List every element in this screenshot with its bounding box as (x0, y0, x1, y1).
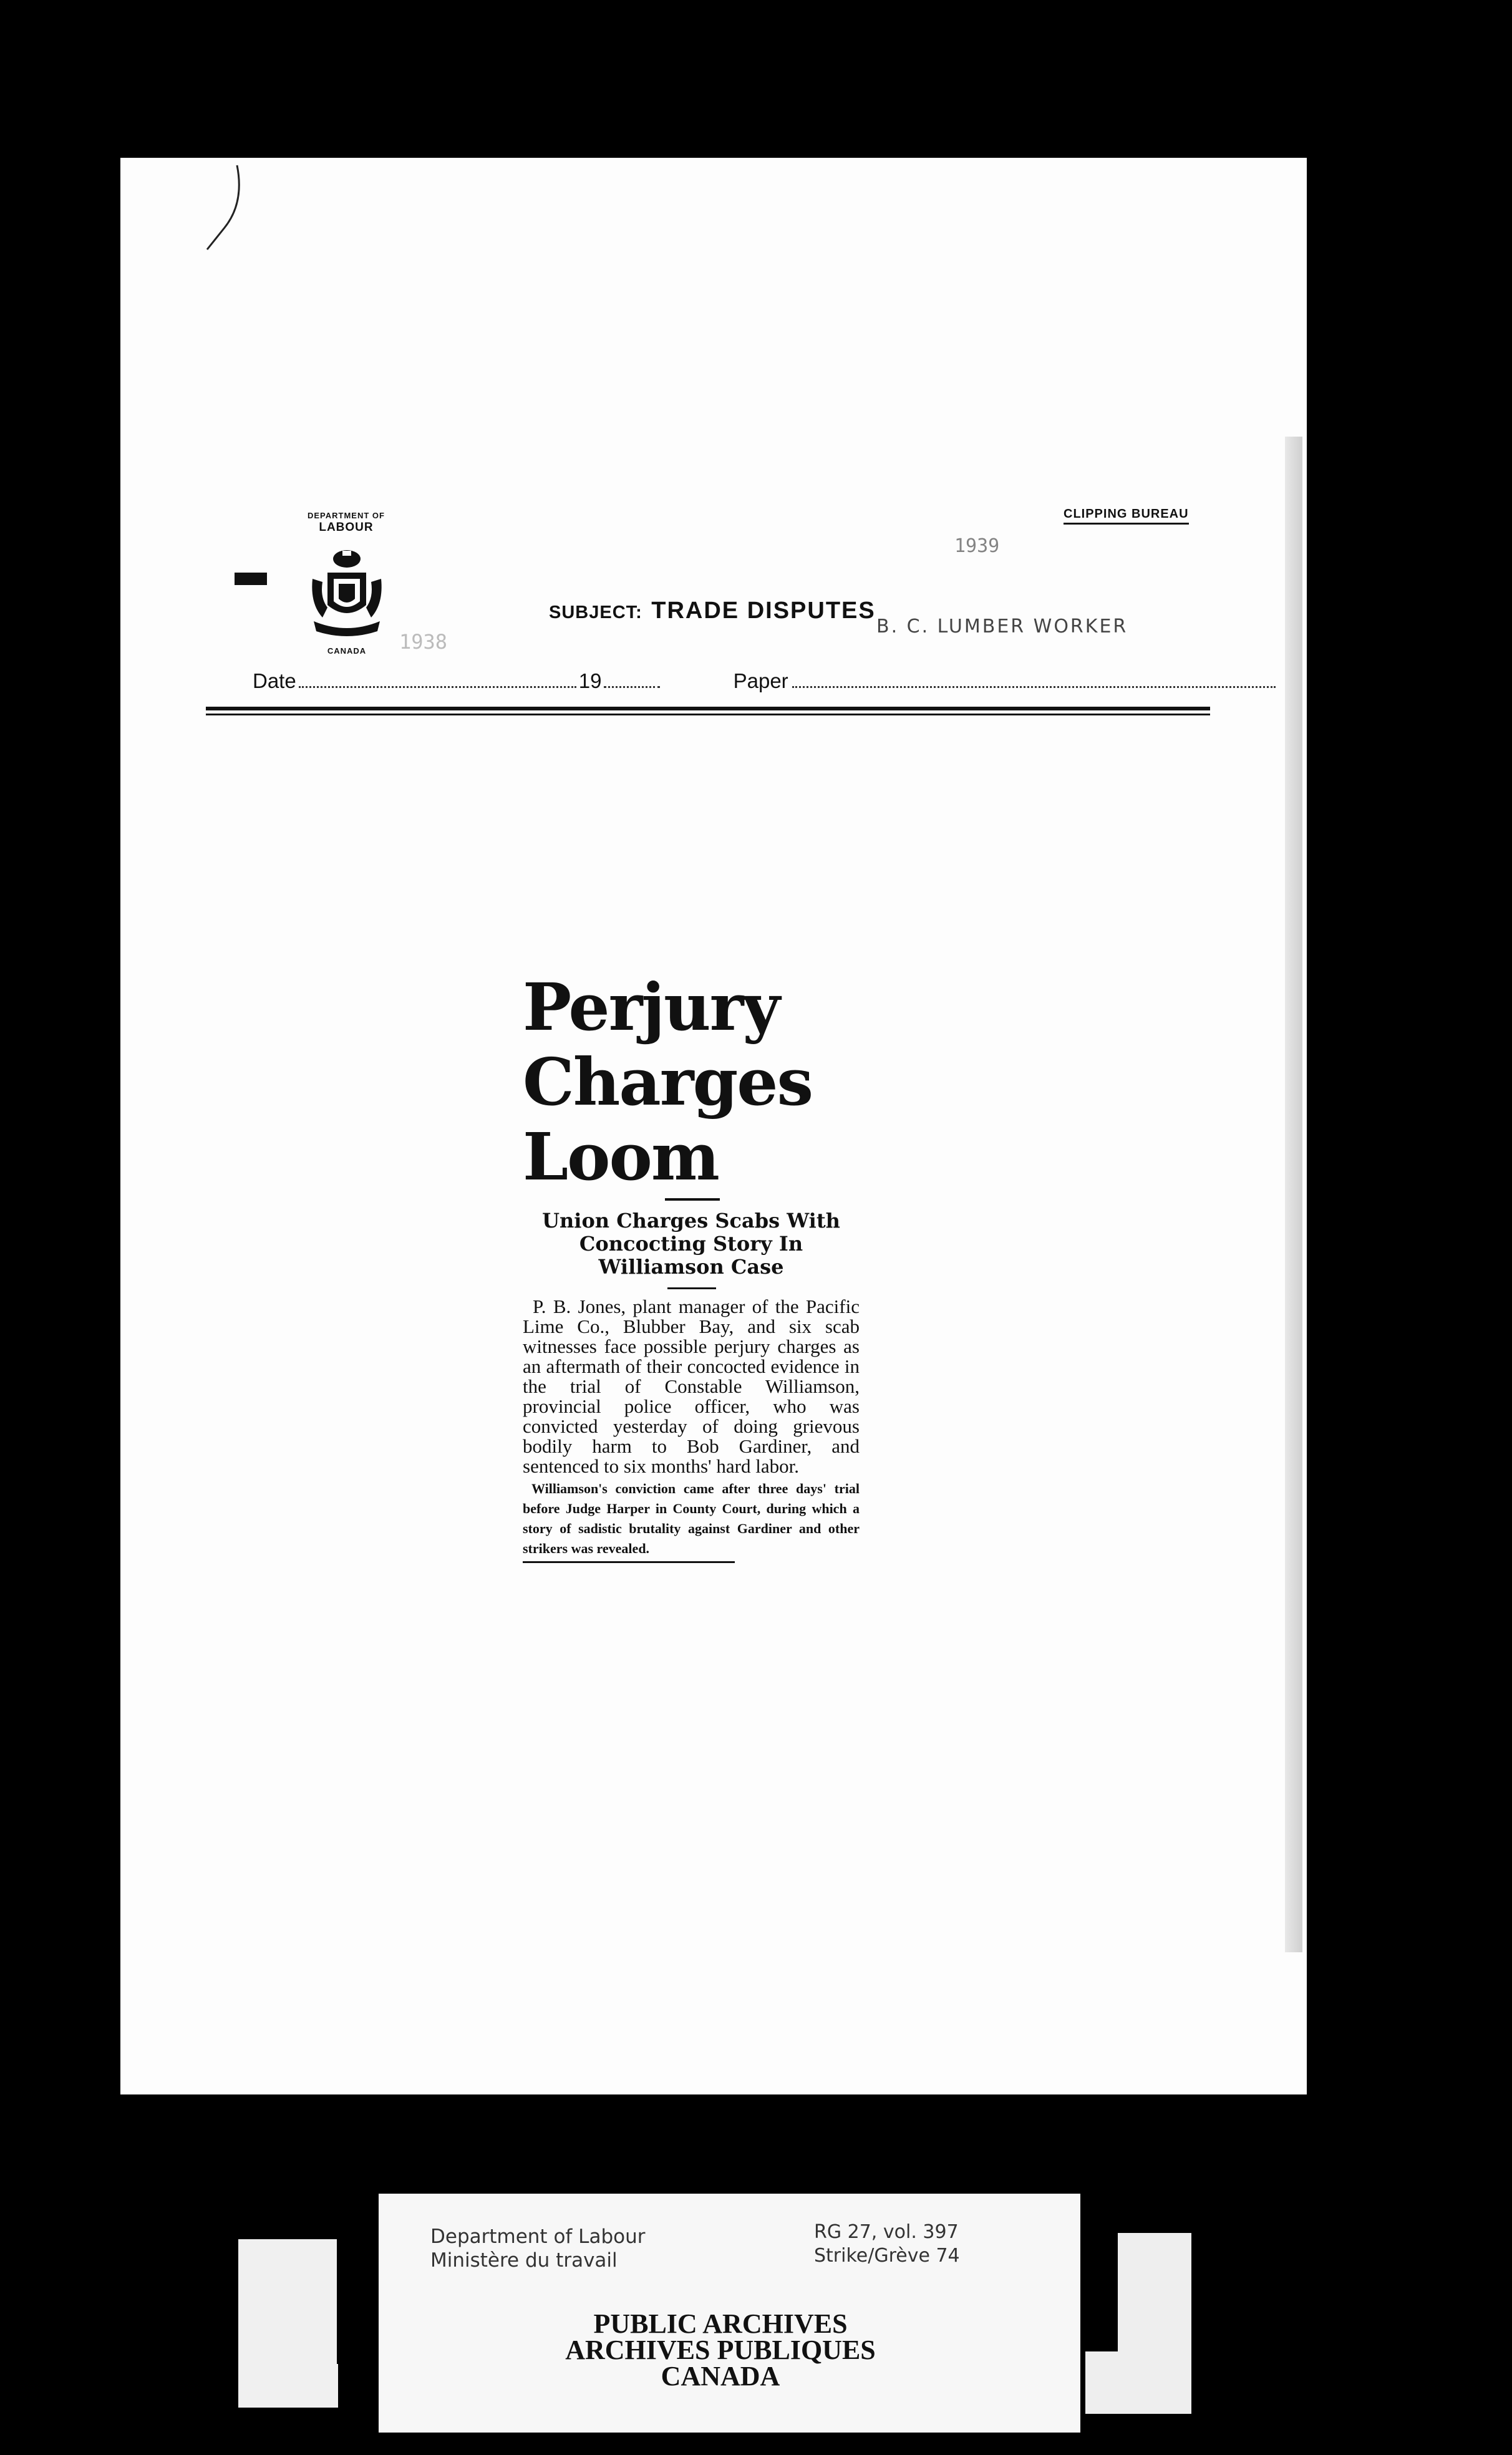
label-tab-left-notch (337, 2239, 380, 2364)
paper-blank (792, 686, 1276, 688)
year-blank (604, 686, 660, 688)
department-line2: LABOUR (319, 520, 374, 534)
headline (523, 970, 860, 1194)
label-tab-right-notch (1079, 2233, 1118, 2351)
archives-line3: CANADA (661, 2361, 780, 2391)
archives-line1: PUBLIC ARCHIVES (593, 2308, 848, 2339)
date-label: Date (253, 669, 296, 692)
department-label (290, 511, 402, 535)
headline-line2: Charges (523, 1043, 813, 1120)
subhead-line3: Williamson Case (598, 1255, 784, 1279)
year-prefix: 19 (578, 669, 602, 692)
subject-row (549, 598, 876, 624)
subhead-line1: Union Charges Scabs With (542, 1209, 840, 1232)
headline-line3: Loom (523, 1118, 719, 1195)
reference-volume: RG 27, vol. 397 (814, 2221, 959, 2243)
archives-line2: ARCHIVES PUBLIQUES (565, 2335, 876, 2365)
paper-label: Paper (733, 669, 788, 692)
canada-crest-icon (309, 548, 385, 638)
date-paper-row (253, 669, 1276, 693)
faint-date-stamp: 1938 (399, 630, 448, 654)
country-label: CANADA (327, 646, 367, 656)
paper-stamp: B. C. LUMBER WORKER (876, 616, 1128, 637)
subheadline (523, 1209, 860, 1279)
department-line1: DEPARTMENT OF (308, 511, 385, 520)
archive-department (430, 2225, 645, 2272)
article-paragraph-2: Williamson's conviction came after three days' trial before Judge Harper in County Court, during which a story of sadistic brutality against Gardiner and other strikers was revealed. (523, 1481, 860, 1556)
archives-title (455, 2308, 986, 2391)
reference-strike: Strike/Grève 74 (814, 2245, 960, 2267)
newspaper-clipping (523, 970, 860, 1563)
date-blank (299, 686, 576, 688)
headline-rule (665, 1198, 720, 1201)
sheet-edge (1285, 437, 1302, 1952)
headline-line1: Perjury (523, 969, 779, 1045)
department-en: Department of Labour (430, 2225, 646, 2248)
archive-reference (814, 2220, 960, 2268)
subject-label: SUBJECT: (549, 603, 642, 622)
fold-mark (200, 159, 250, 253)
stamp-date: 1939 (954, 535, 1000, 557)
subject-value: TRADE DISPUTES (651, 598, 876, 624)
article-paragraph-1: P. B. Jones, plant manager of the Pacific Lime Co., Blubber Bay, and six scab witnesses face possible perjury charges as an aftermath of their concocted evidence in the trial of Constable Williamson, provincial police officer, who was convicted yesterday of doing grievous bodily harm to Bob Gardiner, and sentenced to six months' hard labor. (523, 1295, 860, 1477)
subhead-rule (667, 1287, 716, 1289)
subhead-line2: Concocting Story In (579, 1232, 803, 1256)
clipping-bureau-label: CLIPPING BUREAU (1064, 507, 1189, 525)
margin-mark (235, 573, 267, 585)
label-tab-left (238, 2239, 338, 2408)
department-fr: Ministère du travail (430, 2249, 618, 2272)
clipping-bottom-rule (523, 1561, 735, 1563)
header-rule (206, 707, 1210, 715)
